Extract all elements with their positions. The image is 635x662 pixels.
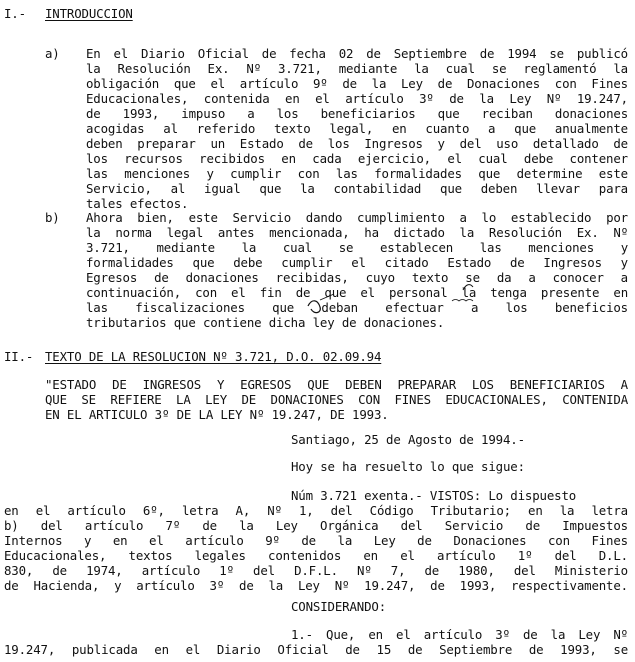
vistos-line: b) del artículo 7º de la Ley Orgánica del Servicio de Impuestos: [4, 518, 628, 533]
item-a-line: Educacionales, contenida en el artículo 3º de la Ley Nº 19.247,: [86, 91, 628, 106]
item-b-marker: b): [45, 210, 60, 225]
item-a-line: deben preparar un Estado de los Ingresos y del uso detallado de: [86, 136, 628, 151]
item-b-line: continuación, con el fin de que el personal la tenga presente en: [86, 285, 628, 300]
item-b-line: tributarios que contiene dicha ley de donaciones.: [86, 315, 445, 330]
item-b-line: Ahora bien, este Servicio dando cumplimiento a lo establecido por: [86, 210, 628, 225]
section-2-heading: TEXTO DE LA RESOLUCION Nº 3.721, D.O. 02.09.94: [45, 349, 382, 364]
considerando-heading: CONSIDERANDO:: [291, 599, 387, 614]
resolution-title-line: EN EL ARTICULO 3º DE LA LEY Nº 19.247, DE 1993.: [45, 407, 389, 422]
item-b-line: las fiscalizaciones que deban efectuar a los beneficios: [86, 300, 628, 315]
resolution-title-line: "ESTADO DE INGRESOS Y EGRESOS QUE DEBEN PREPARAR LOS BENEFICIARIOS A: [45, 377, 628, 392]
section-1-heading: INTRODUCCION: [45, 6, 133, 21]
section-1-number: I.-: [4, 6, 26, 21]
item-b-line: formalidades que debe cumplir el citado Estado de Ingresos y: [86, 255, 628, 270]
item-a-line: las menciones y cumplir con las formalidades que determine este: [86, 166, 628, 181]
item-a-line: la Resolución Ex. Nº 3.721, mediante la cual se reglamentó la: [86, 61, 628, 76]
item-a-line: tales efectos.: [86, 196, 189, 211]
item-a-line: de 1993, impuso a los beneficiarios que reciban donaciones: [86, 106, 628, 121]
item-a-line: acogidas al referido texto legal, en cuanto a que anualmente: [86, 121, 628, 136]
resolution-title-line: QUE SE REFIERE LA LEY DE DONACIONES CON FINES EDUCACIONALES, CONTENIDA: [45, 392, 628, 407]
item-a-line: En el Diario Oficial de fecha 02 de Septiembre de 1994 se publicó: [86, 46, 628, 61]
point-1-line: 19.247, publicada en el Diario Oficial de 15 de Septiembre de 1993, se: [4, 642, 628, 657]
vistos-line: 830, de 1974, artículo 1º del D.F.L. Nº 7, de 1980, del Ministerio: [4, 563, 628, 578]
item-b-line: la norma legal antes mencionada, ha dictado la Resolución Ex. Nº: [86, 225, 628, 240]
resolved-text: Hoy se ha resuelto lo que sigue:: [291, 459, 525, 474]
vistos-line: Educacionales, textos legales contenidos en el artículo 1º del D.L.: [4, 548, 628, 563]
vistos-line: Núm 3.721 exenta.- VISTOS: Lo dispuesto: [291, 488, 577, 503]
section-2-number: II.-: [4, 349, 34, 364]
place-date: Santiago, 25 de Agosto de 1994.-: [291, 432, 525, 447]
vistos-line: de Hacienda, y artículo 3º de la Ley Nº 19.247, de 1993, respectivamente.: [4, 578, 628, 593]
item-b-line: Egresos de donaciones recibidas, cuyo texto se da a conocer a: [86, 270, 628, 285]
vistos-line: en el artículo 6º, letra A, Nº 1, del Código Tributario; en la letra: [4, 503, 628, 518]
handwritten-correction-mark: [300, 276, 500, 316]
point-1-line: 1.- Que, en el artículo 3º de la Ley Nº: [291, 627, 628, 642]
item-b-line: 3.721, mediante la cual se establecen las menciones y: [86, 240, 628, 255]
item-a-marker: a): [45, 46, 60, 61]
item-a-line: los recursos recibidos en cada ejercicio, el cual debe contener: [86, 151, 628, 166]
item-a-line: obligación que el artículo 9º de la Ley de Donaciones con Fines: [86, 76, 628, 91]
vistos-line: Internos y en el artículo 9º de la Ley de Donaciones con Fines: [4, 533, 628, 548]
item-a-line: Servicio, al igual que la contabilidad que deben llevar para: [86, 181, 628, 196]
